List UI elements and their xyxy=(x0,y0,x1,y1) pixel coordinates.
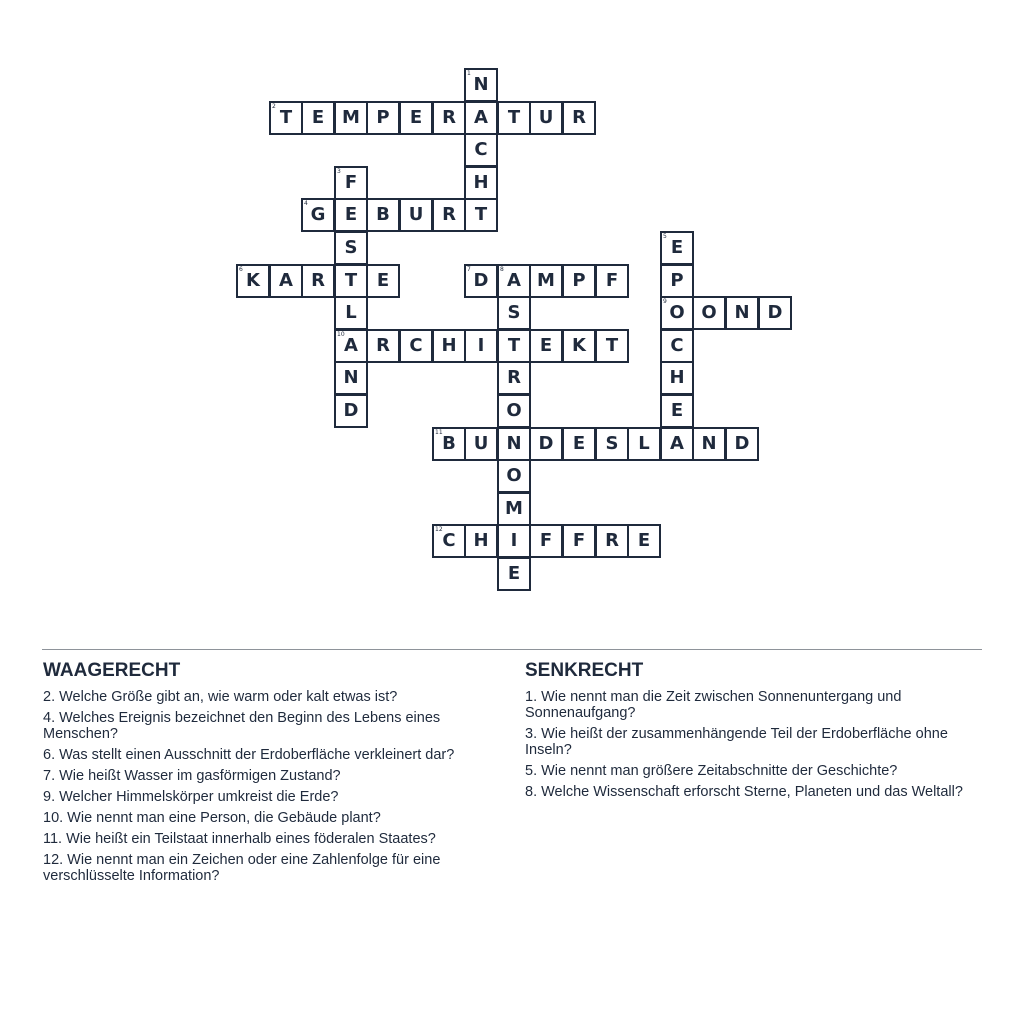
cell-letter: T xyxy=(344,270,358,291)
crossword-cell[interactable] xyxy=(269,264,303,298)
crossword-cell[interactable] xyxy=(399,198,433,232)
clue-down-3: 3. Wie heißt der zusammenhängende Teil der Erdoberfläche ohne Inseln? xyxy=(525,726,948,758)
crossword-cell[interactable] xyxy=(464,68,498,102)
cell-letter: N xyxy=(701,433,717,454)
crossword-cell[interactable] xyxy=(497,361,531,395)
clue-number: 6 xyxy=(239,266,243,273)
crossword-cell[interactable] xyxy=(497,524,531,558)
cell-letter: E xyxy=(311,107,325,128)
crossword-cell[interactable] xyxy=(334,198,368,232)
crossword-cell[interactable] xyxy=(366,101,400,135)
divider xyxy=(42,649,982,650)
crossword-cell[interactable] xyxy=(725,427,759,461)
cell-letter: D xyxy=(473,270,489,291)
crossword-cell[interactable] xyxy=(660,361,694,395)
crossword-cell[interactable] xyxy=(464,264,498,298)
cell-letter: L xyxy=(638,433,650,454)
crossword-cell[interactable] xyxy=(366,329,400,363)
cell-letter: C xyxy=(670,335,684,356)
crossword-cell[interactable] xyxy=(529,264,563,298)
cell-letter: D xyxy=(767,302,783,323)
crossword-cell[interactable] xyxy=(497,101,531,135)
crossword-cell[interactable] xyxy=(464,329,498,363)
across-clues-section xyxy=(43,660,503,889)
clue-across-2: 2. Welche Größe gibt an, wie warm oder kalt etwas ist? xyxy=(43,689,398,705)
cell-letter: E xyxy=(637,530,651,551)
cell-letter: A xyxy=(670,433,684,454)
cell-letter: U xyxy=(538,107,554,128)
cell-letter: U xyxy=(408,204,424,225)
crossword-cell[interactable] xyxy=(432,329,466,363)
clue-down-5: 5. Wie nennt man größere Zeitabschnitte der Geschichte? xyxy=(525,763,898,779)
crossword-cell[interactable] xyxy=(660,427,694,461)
cell-letter: T xyxy=(507,335,521,356)
crossword-cell[interactable] xyxy=(562,524,596,558)
cell-letter: T xyxy=(474,204,488,225)
crossword-cell[interactable] xyxy=(301,264,335,298)
cell-letter: H xyxy=(441,335,457,356)
crossword-cell[interactable] xyxy=(366,264,400,298)
cell-letter: L xyxy=(345,302,357,323)
cell-letter: O xyxy=(506,465,522,486)
crossword-cell[interactable] xyxy=(758,296,792,330)
cell-letter: B xyxy=(442,433,456,454)
cell-letter: A xyxy=(279,270,293,291)
cell-letter: G xyxy=(310,204,326,225)
crossword-cell[interactable] xyxy=(464,198,498,232)
cell-letter: N xyxy=(734,302,750,323)
cell-letter: A xyxy=(474,107,488,128)
clue-across-6: 6. Was stellt einen Ausschnitt der Erdoberfläche verkleinert dar? xyxy=(43,747,455,763)
clue-number: 10 xyxy=(337,331,345,338)
crossword-cell[interactable] xyxy=(432,198,466,232)
crossword-cell[interactable] xyxy=(301,198,335,232)
cell-letter: E xyxy=(376,270,390,291)
crossword-cell[interactable] xyxy=(497,264,531,298)
crossword-cell[interactable] xyxy=(529,524,563,558)
crossword-cell[interactable] xyxy=(562,101,596,135)
clue-number: 7 xyxy=(467,266,471,273)
crossword-cell[interactable] xyxy=(660,296,694,330)
crossword-cell[interactable] xyxy=(595,264,629,298)
cell-letter: P xyxy=(670,270,684,291)
cell-letter: T xyxy=(507,107,521,128)
cell-letter: N xyxy=(343,367,359,388)
cell-letter: R xyxy=(442,204,456,225)
cell-letter: E xyxy=(670,400,684,421)
clue-number: 1 xyxy=(467,70,471,77)
cell-letter: H xyxy=(669,367,685,388)
crossword-cell[interactable] xyxy=(595,329,629,363)
cell-letter: P xyxy=(572,270,586,291)
cell-letter: U xyxy=(473,433,489,454)
cell-letter: B xyxy=(376,204,390,225)
crossword-cell[interactable] xyxy=(497,557,531,591)
cell-letter: K xyxy=(246,270,260,291)
cell-letter: N xyxy=(473,74,489,95)
crossword-cell[interactable] xyxy=(464,133,498,167)
clue-across-9: 9. Welcher Himmelskörper umkreist die Erde? xyxy=(43,789,339,805)
crossword-cell[interactable] xyxy=(660,264,694,298)
cell-letter: D xyxy=(538,433,554,454)
crossword-cell[interactable] xyxy=(334,296,368,330)
crossword-cell[interactable] xyxy=(529,101,563,135)
crossword-cell[interactable] xyxy=(562,264,596,298)
crossword-cell[interactable] xyxy=(399,329,433,363)
cell-letter: S xyxy=(507,302,521,323)
crossword-cell[interactable] xyxy=(432,524,466,558)
crossword-cell[interactable] xyxy=(334,101,368,135)
clue-across-11: 11. Wie heißt ein Teilstaat innerhalb eines föderalen Staates? xyxy=(43,831,436,847)
cell-letter: E xyxy=(507,563,521,584)
crossword-cell[interactable] xyxy=(497,296,531,330)
cell-letter: C xyxy=(442,530,456,551)
cell-letter: F xyxy=(605,270,619,291)
crossword-cell[interactable] xyxy=(692,427,726,461)
cell-letter: C xyxy=(409,335,423,356)
crossword-cell[interactable] xyxy=(497,394,531,428)
cell-letter: O xyxy=(701,302,717,323)
cell-letter: H xyxy=(473,172,489,193)
cell-letter: E xyxy=(409,107,423,128)
cell-letter: H xyxy=(473,530,489,551)
crossword-cell[interactable] xyxy=(497,459,531,493)
cell-letter: D xyxy=(734,433,750,454)
crossword-cell[interactable] xyxy=(464,427,498,461)
cell-letter: M xyxy=(342,107,360,128)
cell-letter: E xyxy=(670,237,684,258)
crossword-cell[interactable] xyxy=(595,524,629,558)
clue-number: 3 xyxy=(337,168,341,175)
cell-letter: R xyxy=(311,270,325,291)
crossword-cell[interactable] xyxy=(660,394,694,428)
cell-letter: E xyxy=(539,335,553,356)
crossword-cell[interactable] xyxy=(464,166,498,200)
cell-letter: A xyxy=(344,335,358,356)
clue-down-8: 8. Welche Wissenschaft erforscht Sterne, Planeten und das Weltall? xyxy=(525,784,963,800)
cell-letter: S xyxy=(344,237,358,258)
crossword-cell[interactable] xyxy=(334,361,368,395)
cell-letter: M xyxy=(505,498,523,519)
cell-letter: A xyxy=(507,270,521,291)
crossword-cell[interactable] xyxy=(627,524,661,558)
cell-letter: F xyxy=(572,530,586,551)
cell-letter: T xyxy=(279,107,293,128)
cell-letter: D xyxy=(343,400,359,421)
cell-letter: T xyxy=(605,335,619,356)
crossword-cell[interactable] xyxy=(595,427,629,461)
crossword-cell[interactable] xyxy=(366,198,400,232)
across-heading: WAAGERECHT xyxy=(43,660,181,681)
cell-letter: R xyxy=(507,367,521,388)
crossword-cell[interactable] xyxy=(497,329,531,363)
crossword-cell[interactable] xyxy=(692,296,726,330)
clue-across-7: 7. Wie heißt Wasser im gasförmigen Zustand? xyxy=(43,768,341,784)
cell-letter: F xyxy=(344,172,358,193)
crossword-cell[interactable] xyxy=(562,329,596,363)
crossword-cell[interactable] xyxy=(334,329,368,363)
cell-letter: N xyxy=(506,433,522,454)
clue-across-4: 4. Welches Ereignis bezeichnet den Beginn des Lebens eines Menschen? xyxy=(43,710,441,742)
down-heading: SENKRECHT xyxy=(525,660,644,681)
clue-number: 5 xyxy=(663,233,667,240)
crossword-cell[interactable] xyxy=(529,427,563,461)
crossword-cell[interactable] xyxy=(432,101,466,135)
crossword-cell[interactable] xyxy=(562,427,596,461)
crossword-cell[interactable] xyxy=(464,101,498,135)
cell-letter: O xyxy=(669,302,685,323)
cell-letter: R xyxy=(376,335,390,356)
clue-number: 9 xyxy=(663,298,667,305)
crossword-cell[interactable] xyxy=(497,492,531,526)
cell-letter: P xyxy=(376,107,390,128)
cell-letter: E xyxy=(572,433,586,454)
crossword-cell[interactable] xyxy=(334,264,368,298)
cell-letter: F xyxy=(539,530,553,551)
crossword-cell[interactable] xyxy=(334,394,368,428)
clue-number: 8 xyxy=(500,266,504,273)
cell-letter: R xyxy=(605,530,619,551)
clue-across-12: 12. Wie nennt man ein Zeichen oder eine Zahlenfolge für eine verschlüsselte Information? xyxy=(43,852,441,884)
clue-number: 4 xyxy=(304,200,308,207)
crossword-cell[interactable] xyxy=(660,231,694,265)
clue-across-10: 10. Wie nennt man eine Person, die Gebäude plant? xyxy=(43,810,381,826)
cell-letter: I xyxy=(510,530,518,551)
cell-letter: C xyxy=(474,139,488,160)
cell-letter: M xyxy=(537,270,555,291)
crossword-cell[interactable] xyxy=(660,329,694,363)
crossword-cell[interactable] xyxy=(334,231,368,265)
clue-number: 2 xyxy=(272,103,276,110)
crossword-cell[interactable] xyxy=(269,101,303,135)
clue-number: 12 xyxy=(435,526,443,533)
clue-number: 11 xyxy=(435,429,443,436)
clue-down-1: 1. Wie nennt man die Zeit zwischen Sonnenuntergang und Sonnenaufgang? xyxy=(525,689,902,721)
crossword-cell[interactable] xyxy=(627,427,661,461)
cell-letter: O xyxy=(506,400,522,421)
crossword-cell[interactable] xyxy=(432,427,466,461)
crossword-cell[interactable] xyxy=(725,296,759,330)
cell-letter: R xyxy=(572,107,586,128)
cell-letter: E xyxy=(344,204,358,225)
crossword-cell[interactable] xyxy=(497,427,531,461)
cell-letter: I xyxy=(477,335,485,356)
down-clues-section xyxy=(525,660,980,805)
crossword-cell[interactable] xyxy=(529,329,563,363)
cell-letter: R xyxy=(442,107,456,128)
cell-letter: K xyxy=(572,335,586,356)
cell-letter: S xyxy=(605,433,619,454)
crossword-cell[interactable] xyxy=(334,166,368,200)
crossword-cell[interactable] xyxy=(301,101,335,135)
crossword-cell[interactable] xyxy=(236,264,270,298)
crossword-cell[interactable] xyxy=(399,101,433,135)
crossword-cell[interactable] xyxy=(464,524,498,558)
